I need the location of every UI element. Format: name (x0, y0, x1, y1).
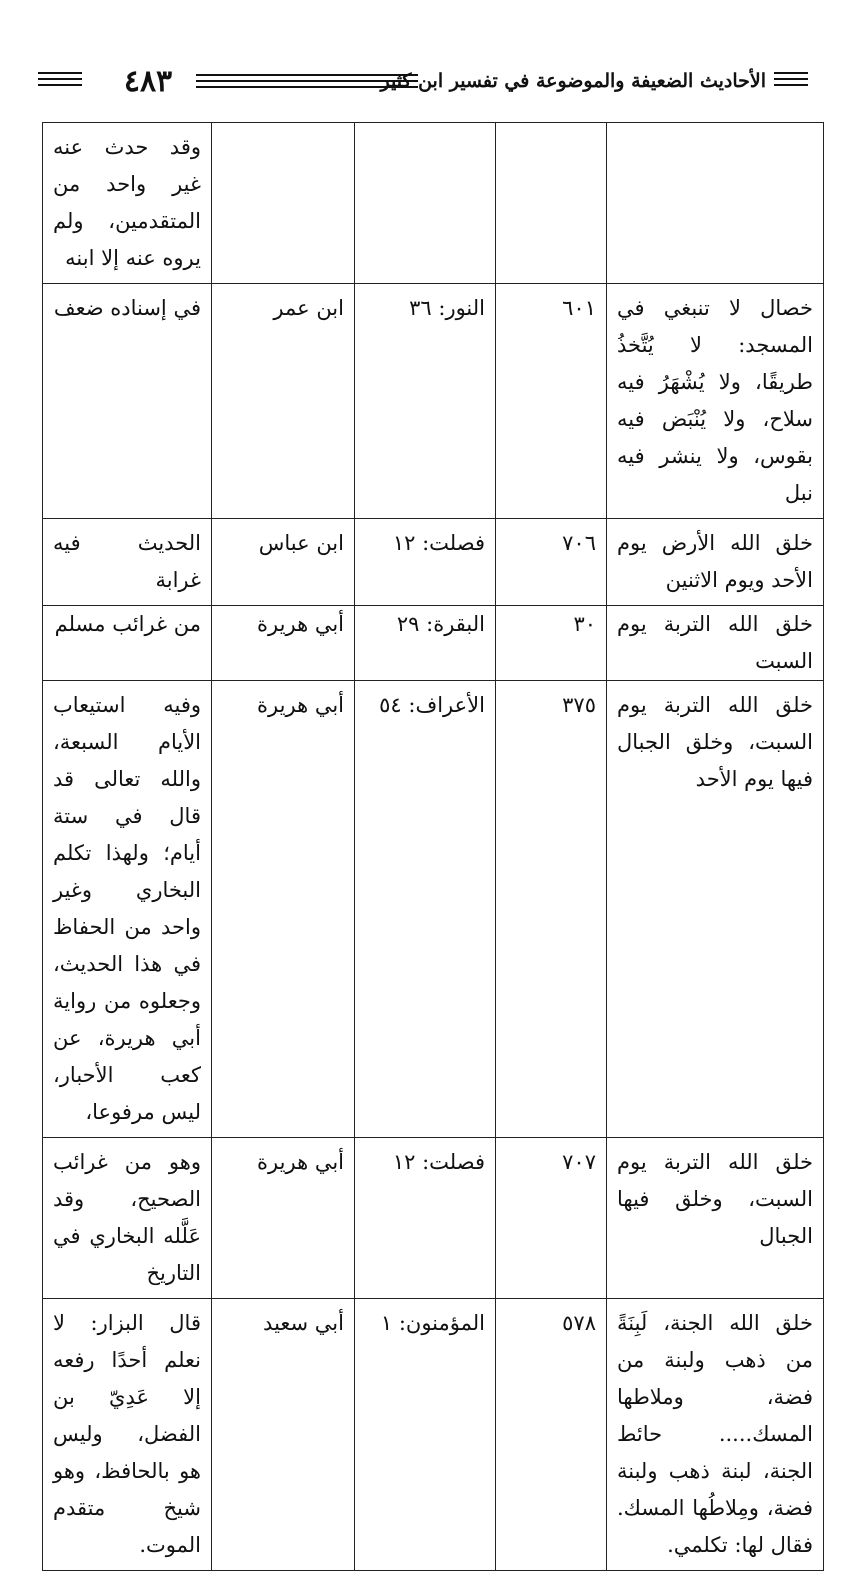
page-number: ٤٨٣ (123, 64, 173, 99)
surah-reference-cell: فصلت: ١٢ (355, 519, 496, 606)
hadith-number-cell: ٣٠ (496, 606, 607, 681)
surah-reference-cell: الأعراف: ٥٤ (355, 681, 496, 1138)
table-row (43, 284, 824, 519)
surah-reference-cell: المؤمنون: ١ (355, 1299, 496, 1571)
narrator-cell: أبي هريرة (212, 1138, 355, 1299)
narrator-cell: أبي هريرة (212, 606, 355, 681)
hadith-table (42, 122, 824, 1571)
hadith-text-cell (607, 123, 824, 284)
surah-reference-cell: البقرة: ٢٩ (355, 606, 496, 681)
ruling-cell: وهو من غرائب الصحيح، وقد عَلَّله البخاري في التاريخ (43, 1138, 212, 1299)
surah-reference-cell (355, 123, 496, 284)
hadith-text-cell: خلق الله الأرض يوم الأحد ويوم الاثنين (607, 519, 824, 606)
hadith-text-cell: خلق الله الجنة، لَبِنَةً من ذهب ولبنة من فضة، وملاطها المسك..... حائط الجنة، لبنة ذهب ولبنة فضة، ومِلاطُها المسك. فقال لها: تكلمي. (607, 1299, 824, 1571)
narrator-cell: أبي سعيد (212, 1299, 355, 1571)
table-row (43, 1138, 824, 1299)
table-row (43, 606, 824, 681)
ruling-cell: من غرائب مسلم (43, 606, 212, 681)
hadith-text-cell: خصال لا تنبغي في المسجد: لا يُتَّخذُ طريقًا، ولا يُشْهَرُ فيه سلاح، ولا يُنْبَض فيه بقوس، ولا ينشر فيه نبل (607, 284, 824, 519)
ruling-cell: قال البزار: لا نعلم أحدًا رفعه إلا عَدِيّ بن الفضل، وليس هو بالحافظ، وهو شيخ متقدم الموت. (43, 1299, 212, 1571)
ruling-cell: وقد حدث عنه غير واحد من المتقدمين، ولم يروه عنه إلا ابنه (43, 123, 212, 284)
surah-reference-cell: النور: ٣٦ (355, 284, 496, 519)
header-rule (774, 72, 808, 74)
narrator-cell (212, 123, 355, 284)
hadith-number-cell: ٣٧٥ (496, 681, 607, 1138)
narrator-cell: ابن عمر (212, 284, 355, 519)
header-rule (774, 78, 808, 80)
hadith-number-cell: ٧٠٧ (496, 1138, 607, 1299)
page-header (38, 62, 808, 102)
header-rule (38, 72, 82, 74)
hadith-text-cell: خلق الله التربة يوم السبت (607, 606, 824, 681)
table-row (43, 519, 824, 606)
hadith-number-cell: ٥٧٨ (496, 1299, 607, 1571)
header-rule (38, 84, 82, 86)
hadith-text-cell: خلق الله التربة يوم السبت، وخلق الجبال فيها يوم الأحد (607, 681, 824, 1138)
hadith-text-cell: خلق الله التربة يوم السبت، وخلق فيها الجبال (607, 1138, 824, 1299)
table-row (43, 123, 824, 284)
hadith-number-cell: ٦٠١ (496, 284, 607, 519)
book-title: الأحاديث الضعيفة والموضوعة في تفسير ابن كثير (380, 70, 766, 92)
table-row (43, 1299, 824, 1571)
ruling-cell: في إسناده ضعف (43, 284, 212, 519)
narrator-cell: ابن عباس (212, 519, 355, 606)
header-rule (774, 84, 808, 86)
ruling-cell: وفيه استيعاب الأيام السبعة، والله تعالى قد قال في ستة أيام؛ ولهذا تكلم البخاري وغير واحد من الحفاظ في هذا الحديث، وجعلوه من رواية أبي هريرة، عن كعب الأحبار، ليس مرفوعا، (43, 681, 212, 1138)
table-row (43, 681, 824, 1138)
hadith-number-cell: ٧٠٦ (496, 519, 607, 606)
hadith-number-cell (496, 123, 607, 284)
header-rule (38, 78, 82, 80)
ruling-cell: الحديث فيه غرابة (43, 519, 212, 606)
narrator-cell: أبي هريرة (212, 681, 355, 1138)
surah-reference-cell: فصلت: ١٢ (355, 1138, 496, 1299)
